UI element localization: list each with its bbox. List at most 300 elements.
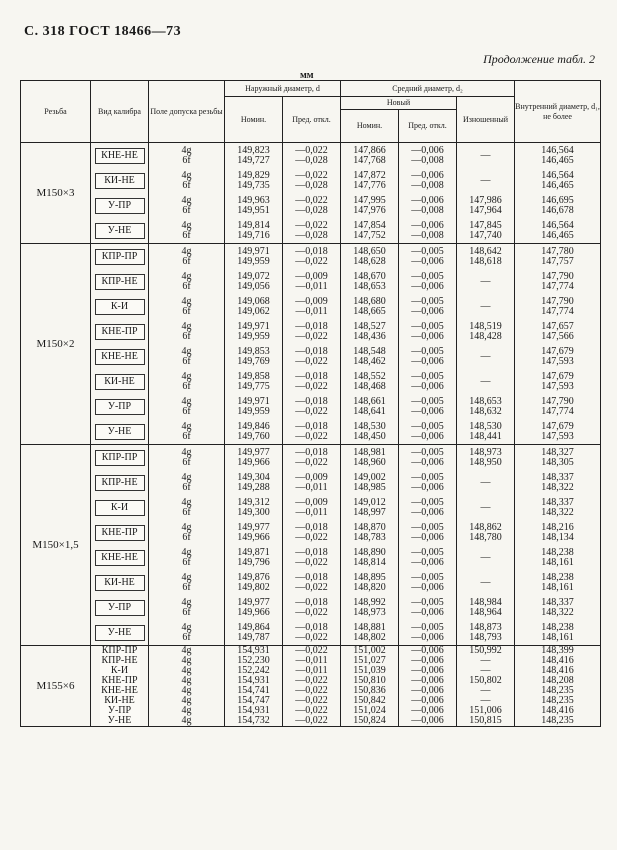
outer-diameter-deviation-value: —0,011: [295, 506, 328, 518]
inner-diameter: [515, 394, 601, 419]
pitch-diameter-nominal-value: 148,895: [353, 571, 386, 583]
pitch-diameter-nominal: [341, 294, 399, 319]
tolerance-field-value: 4g: [181, 219, 192, 231]
outer-diameter-deviation-value: —0,011: [295, 481, 328, 493]
gauge-type-label: КНЕ-ПР: [101, 675, 138, 686]
outer-diameter-deviation: [283, 495, 341, 520]
outer-diameter-deviation-value: —0,022: [295, 531, 328, 543]
tolerance-field-value: 4g: [181, 521, 192, 533]
outer-diameter-deviation-value: —0,022: [295, 430, 328, 442]
outer-diameter-deviation-value: —0,018: [295, 370, 328, 382]
tolerance-field-value: 6f: [182, 154, 191, 166]
pitch-diameter-worn: [457, 143, 515, 169]
outer-diameter-deviation: [283, 168, 341, 193]
table-row: [21, 319, 601, 344]
pitch-diameter-worn: [457, 168, 515, 193]
pitch-diameter-worn-value: 148,862: [469, 521, 502, 533]
outer-diameter-nominal: [225, 570, 283, 595]
tolerance-field-value: 4g: [181, 320, 192, 332]
pitch-diameter-nominal: [341, 570, 399, 595]
tolerance-field-value: 4g: [181, 144, 192, 156]
inner-diameter: 148,399: [515, 646, 601, 657]
inner-diameter: [515, 495, 601, 520]
inner-diameter-value: 148,134: [541, 531, 574, 543]
pitch-diameter-deviation-value: —0,006: [411, 606, 444, 618]
tolerance-field-value: 6f: [182, 456, 191, 468]
pitch-diameter-worn: [457, 244, 515, 270]
pitch-diameter-worn-value: —: [480, 275, 491, 287]
table-continuation-label: Продолжение табл. 2: [483, 52, 595, 66]
outer-diameter-deviation: [283, 570, 341, 595]
outer-diameter-deviation-value: —0,018: [295, 420, 328, 432]
inner-diameter-value: 147,790: [541, 270, 574, 282]
tolerance-field-value: 4g: [181, 546, 192, 558]
pitch-diameter-nominal-value: 148,552: [353, 370, 386, 382]
col-header-od-nominal: Номин.: [225, 97, 283, 143]
table-row: [21, 394, 601, 419]
pitch-diameter-nominal: [341, 193, 399, 218]
pitch-diameter-deviation: [399, 193, 457, 218]
gauge-type-cell: [91, 595, 149, 620]
col-header-pitch-diameter: Средний диаметр, d₂: [341, 81, 515, 97]
inner-diameter: [515, 269, 601, 294]
gauge-type-cell: [91, 143, 149, 169]
pitch-diameter-deviation-value: —0,008: [411, 204, 444, 216]
pitch-diameter-nominal: [341, 269, 399, 294]
inner-diameter: [515, 520, 601, 545]
inner-diameter-value: 147,679: [541, 345, 574, 357]
tolerance-field-value: 6f: [182, 204, 191, 216]
gauge-type-label: КПР-ПР: [100, 646, 140, 656]
pitch-diameter-worn: 150,815: [457, 716, 515, 727]
pitch-diameter-nominal-value: 149,012: [353, 496, 386, 508]
pitch-diameter-worn: [457, 193, 515, 218]
tolerance-field: 4g: [149, 676, 225, 686]
col-header-new: Новый: [341, 97, 457, 110]
pitch-diameter-deviation-value: —0,006: [411, 456, 444, 468]
outer-diameter-nominal: [225, 344, 283, 369]
pitch-diameter-deviation: [399, 143, 457, 169]
outer-diameter-nominal: 154,741: [225, 686, 283, 696]
outer-diameter-nominal-value: 149,959: [237, 330, 270, 342]
outer-diameter-deviation: [283, 319, 341, 344]
tolerance-field: [149, 244, 225, 270]
table-row: [21, 445, 601, 471]
table-row: [21, 269, 601, 294]
table-row: [21, 294, 601, 319]
pitch-diameter-nominal-value: 147,752: [353, 229, 386, 241]
inner-diameter: [515, 193, 601, 218]
col-header-worn: Изношенный: [457, 97, 515, 143]
inner-diameter-value: 147,774: [541, 280, 574, 292]
pitch-diameter-worn-value: 148,530: [469, 420, 502, 432]
outer-diameter-deviation-value: —0,018: [295, 446, 328, 458]
gauge-type-label: КНЕ-ПР: [95, 324, 145, 340]
pitch-diameter-worn-value: 148,618: [469, 255, 502, 267]
outer-diameter-nominal: 154,732: [225, 716, 283, 727]
pitch-diameter-nominal: [341, 470, 399, 495]
pitch-diameter-deviation: [399, 319, 457, 344]
pitch-diameter-nominal-value: 148,628: [353, 255, 386, 267]
tolerance-field-value: 6f: [182, 531, 191, 543]
pitch-diameter-deviation: [399, 394, 457, 419]
pitch-diameter-deviation-value: —0,006: [411, 481, 444, 493]
pitch-diameter-worn-value: 147,964: [469, 204, 502, 216]
pitch-diameter-deviation: —0,006: [399, 686, 457, 696]
pitch-diameter-nominal-value: 148,641: [353, 405, 386, 417]
outer-diameter-nominal: [225, 545, 283, 570]
outer-diameter-deviation: [283, 394, 341, 419]
outer-diameter-nominal-value: 149,814: [237, 219, 270, 231]
tolerance-field-value: 6f: [182, 330, 191, 342]
outer-diameter-nominal-value: 149,959: [237, 255, 270, 267]
pitch-diameter-deviation: [399, 269, 457, 294]
gauge-type-label: У-ПР: [95, 600, 145, 616]
pitch-diameter-deviation-value: —0,008: [411, 154, 444, 166]
outer-diameter-deviation: [283, 445, 341, 471]
pitch-diameter-nominal: [341, 595, 399, 620]
pitch-diameter-worn: 150,802: [457, 676, 515, 686]
outer-diameter-deviation-value: —0,022: [295, 631, 328, 643]
pitch-diameter-worn-value: —: [480, 174, 491, 186]
pitch-diameter-worn-value: —: [480, 300, 491, 312]
outer-diameter-nominal: 154,931: [225, 706, 283, 716]
pitch-diameter-deviation-value: —0,005: [411, 446, 444, 458]
outer-diameter-nominal-value: 149,977: [237, 596, 270, 608]
pitch-diameter-nominal: [341, 520, 399, 545]
tolerance-field: [149, 570, 225, 595]
pitch-diameter-worn-value: 148,973: [469, 446, 502, 458]
inner-diameter: 148,416: [515, 706, 601, 716]
pitch-diameter-nominal: 150,824: [341, 716, 399, 727]
outer-diameter-nominal-value: 149,823: [237, 144, 270, 156]
outer-diameter-deviation-value: —0,018: [295, 546, 328, 558]
pitch-diameter-deviation: —0,006: [399, 646, 457, 657]
outer-diameter-deviation-value: —0,028: [295, 154, 328, 166]
inner-diameter: [515, 143, 601, 169]
tolerance-field: [149, 620, 225, 646]
outer-diameter-nominal: [225, 269, 283, 294]
pitch-diameter-worn-value: 148,950: [469, 456, 502, 468]
pitch-diameter-nominal: [341, 244, 399, 270]
gauge-type-label: КИ-НЕ: [95, 173, 145, 189]
outer-diameter-nominal-value: 149,072: [237, 270, 270, 282]
pitch-diameter-nominal: [341, 218, 399, 244]
tolerance-field-value: 6f: [182, 305, 191, 317]
outer-diameter-nominal-value: 149,864: [237, 621, 270, 633]
tolerance-field-value: 6f: [182, 481, 191, 493]
pitch-diameter-nominal-value: 148,665: [353, 305, 386, 317]
inner-diameter-value: 147,757: [541, 255, 574, 267]
table-row: [21, 716, 601, 727]
outer-diameter-nominal-value: 149,977: [237, 521, 270, 533]
inner-diameter: [515, 570, 601, 595]
pitch-diameter-deviation-value: —0,005: [411, 546, 444, 558]
outer-diameter-deviation-value: —0,028: [295, 179, 328, 191]
inner-diameter-value: 148,161: [541, 581, 574, 593]
inner-diameter: [515, 344, 601, 369]
pitch-diameter-deviation: [399, 570, 457, 595]
pitch-diameter-deviation-value: —0,006: [411, 506, 444, 518]
outer-diameter-nominal-value: 149,802: [237, 581, 270, 593]
pitch-diameter-worn-value: 148,780: [469, 531, 502, 543]
inner-diameter: [515, 470, 601, 495]
pitch-diameter-nominal-value: 148,820: [353, 581, 386, 593]
pitch-diameter-nominal-value: 148,670: [353, 270, 386, 282]
pitch-diameter-worn-value: —: [480, 476, 491, 488]
outer-diameter-deviation-value: —0,011: [295, 305, 328, 317]
pitch-diameter-nominal: 151,002: [341, 646, 399, 657]
tolerance-field: [149, 344, 225, 369]
pitch-diameter-worn-value: —: [480, 375, 491, 387]
gauge-type-label: КНЕ-НЕ: [101, 685, 138, 696]
pitch-diameter-worn-value: 148,428: [469, 330, 502, 342]
pitch-diameter-deviation: [399, 445, 457, 471]
gauge-type-label: У-НЕ: [95, 424, 145, 440]
inner-diameter: [515, 168, 601, 193]
pitch-diameter-deviation-value: —0,006: [411, 631, 444, 643]
outer-diameter-nominal: [225, 419, 283, 445]
tolerance-field-value: 6f: [182, 380, 191, 392]
outer-diameter-nominal-value: 149,288: [237, 481, 270, 493]
tolerance-field-value: 4g: [181, 496, 192, 508]
pitch-diameter-deviation-value: —0,005: [411, 245, 444, 257]
outer-diameter-deviation-value: —0,018: [295, 245, 328, 257]
outer-diameter-nominal-value: 149,312: [237, 496, 270, 508]
pitch-diameter-nominal-value: 147,768: [353, 154, 386, 166]
outer-diameter-nominal-value: 149,735: [237, 179, 270, 191]
pitch-diameter-deviation-value: —0,005: [411, 345, 444, 357]
pitch-diameter-deviation-value: —0,006: [411, 144, 444, 156]
outer-diameter-deviation: [283, 218, 341, 244]
pitch-diameter-nominal: [341, 319, 399, 344]
inner-diameter-value: 147,790: [541, 395, 574, 407]
pitch-diameter-deviation-value: —0,005: [411, 621, 444, 633]
tolerance-field-value: 6f: [182, 506, 191, 518]
gauge-type-cell: [91, 394, 149, 419]
inner-diameter-value: 147,679: [541, 420, 574, 432]
outer-diameter-nominal-value: 149,871: [237, 546, 270, 558]
tolerance-field-value: 4g: [181, 245, 192, 257]
table-row: [21, 168, 601, 193]
pitch-diameter-nominal: [341, 445, 399, 471]
inner-diameter: [515, 595, 601, 620]
table-row: [21, 193, 601, 218]
page-title: С. 318 ГОСТ 18466—73: [24, 24, 182, 39]
table-row: [21, 419, 601, 445]
pitch-diameter-deviation-value: —0,005: [411, 496, 444, 508]
outer-diameter-nominal: [225, 143, 283, 169]
outer-diameter-nominal-value: 149,971: [237, 245, 270, 257]
inner-diameter: 148,235: [515, 716, 601, 727]
gauge-type-cell: [91, 470, 149, 495]
tolerance-field-value: 4g: [181, 471, 192, 483]
pitch-diameter-deviation-value: —0,006: [411, 430, 444, 442]
pitch-diameter-worn: [457, 269, 515, 294]
outer-diameter-deviation-value: —0,022: [295, 380, 328, 392]
pitch-diameter-deviation-value: —0,008: [411, 179, 444, 191]
pitch-diameter-nominal-value: 147,976: [353, 204, 386, 216]
gauge-type-cell: [91, 620, 149, 646]
pitch-diameter-nominal: [341, 419, 399, 445]
table-row: [21, 344, 601, 369]
tolerance-field: 4g: [149, 656, 225, 666]
pitch-diameter-nominal: [341, 545, 399, 570]
tolerance-field: [149, 269, 225, 294]
tolerance-field-value: 4g: [181, 621, 192, 633]
outer-diameter-deviation: [283, 344, 341, 369]
tolerance-field: [149, 294, 225, 319]
pitch-diameter-worn: 151,006: [457, 706, 515, 716]
outer-diameter-nominal-value: 149,796: [237, 556, 270, 568]
col-header-od-deviation: Пред. откл.: [283, 97, 341, 143]
gauge-type-cell: [91, 319, 149, 344]
outer-diameter-deviation-value: —0,018: [295, 345, 328, 357]
outer-diameter-deviation-value: —0,028: [295, 229, 328, 241]
tolerance-field-value: 4g: [181, 596, 192, 608]
inner-diameter-value: 146,678: [541, 204, 574, 216]
pitch-diameter-nominal: [341, 143, 399, 169]
outer-diameter-nominal-value: 149,716: [237, 229, 270, 241]
pitch-diameter-nominal-value: 148,548: [353, 345, 386, 357]
gauge-type-cell: [91, 495, 149, 520]
table-body: [21, 143, 601, 727]
gauge-type-cell: [91, 218, 149, 244]
outer-diameter-deviation: [283, 244, 341, 270]
outer-diameter-deviation-value: —0,011: [295, 280, 328, 292]
pitch-diameter-nominal-value: 148,973: [353, 606, 386, 618]
gauge-type-label: К-И: [95, 500, 145, 516]
inner-diameter-value: 148,337: [541, 471, 574, 483]
inner-diameter: [515, 620, 601, 646]
tolerance-field-value: 6f: [182, 430, 191, 442]
tolerance-field: [149, 595, 225, 620]
gauge-type-label: КНЕ-НЕ: [95, 349, 145, 365]
thread-designation: M150×2: [21, 244, 91, 445]
pitch-diameter-worn: —: [457, 686, 515, 696]
pitch-diameter-deviation: [399, 495, 457, 520]
pitch-diameter-deviation: [399, 168, 457, 193]
gauge-type-cell: [91, 570, 149, 595]
outer-diameter-nominal: 154,931: [225, 646, 283, 657]
table-row: [21, 470, 601, 495]
pitch-diameter-deviation: [399, 369, 457, 394]
pitch-diameter-worn: [457, 570, 515, 595]
pitch-diameter-deviation-value: —0,006: [411, 556, 444, 568]
inner-diameter-value: 148,337: [541, 496, 574, 508]
gauge-type-label: У-НЕ: [95, 223, 145, 239]
outer-diameter-nominal: [225, 369, 283, 394]
inner-diameter-value: 148,322: [541, 506, 574, 518]
table-row: [21, 244, 601, 270]
outer-diameter-nominal-value: 149,760: [237, 430, 270, 442]
outer-diameter-nominal-value: 149,977: [237, 446, 270, 458]
pitch-diameter-deviation: —0,006: [399, 656, 457, 666]
table-row: [21, 218, 601, 244]
col-header-tolerance-field: Поле допуска резьбы: [149, 81, 225, 143]
outer-diameter-deviation-value: —0,022: [295, 219, 328, 231]
pitch-diameter-nominal: [341, 394, 399, 419]
pitch-diameter-worn-value: 147,845: [469, 219, 502, 231]
outer-diameter-nominal-value: 149,068: [237, 295, 270, 307]
outer-diameter-nominal-value: 149,727: [237, 154, 270, 166]
gauge-type-label: КИ-НЕ: [95, 374, 145, 390]
outer-diameter-nominal-value: 149,300: [237, 506, 270, 518]
pitch-diameter-deviation-value: —0,006: [411, 380, 444, 392]
gauge-type-label: У-ПР: [100, 706, 140, 716]
outer-diameter-deviation: [283, 369, 341, 394]
pitch-diameter-deviation-value: —0,006: [411, 169, 444, 181]
pitch-diameter-deviation: [399, 244, 457, 270]
table-row: [21, 495, 601, 520]
outer-diameter-nominal: [225, 168, 283, 193]
outer-diameter-deviation: —0,011: [283, 656, 341, 666]
pitch-diameter-nominal-value: 148,468: [353, 380, 386, 392]
col-header-pd-deviation: Пред. откл.: [399, 110, 457, 143]
pitch-diameter-worn: [457, 620, 515, 646]
outer-diameter-deviation: [283, 520, 341, 545]
tolerance-field: 4g: [149, 696, 225, 706]
pitch-diameter-worn: [457, 470, 515, 495]
tolerance-field-value: 4g: [181, 345, 192, 357]
outer-diameter-deviation: [283, 620, 341, 646]
pitch-diameter-deviation: [399, 294, 457, 319]
pitch-diameter-deviation-value: —0,006: [411, 330, 444, 342]
outer-diameter-deviation-value: —0,022: [295, 255, 328, 267]
outer-diameter-nominal: [225, 193, 283, 218]
outer-diameter-nominal: [225, 218, 283, 244]
gauge-type-cell: [91, 445, 149, 471]
tolerance-field-value: 6f: [182, 581, 191, 593]
tolerance-field-value: 6f: [182, 631, 191, 643]
tolerance-field-value: 6f: [182, 405, 191, 417]
pitch-diameter-nominal-value: 148,650: [353, 245, 386, 257]
outer-diameter-nominal: [225, 620, 283, 646]
pitch-diameter-deviation-value: —0,006: [411, 531, 444, 543]
gauge-type-label: КПР-НЕ: [95, 475, 145, 491]
tolerance-field: [149, 445, 225, 471]
outer-diameter-deviation-value: —0,022: [295, 581, 328, 593]
pitch-diameter-nominal: [341, 620, 399, 646]
tolerance-field-value: 6f: [182, 606, 191, 618]
inner-diameter-value: 146,465: [541, 179, 574, 191]
pitch-diameter-worn: [457, 319, 515, 344]
inner-diameter-value: 146,465: [541, 229, 574, 241]
outer-diameter-nominal-value: 149,304: [237, 471, 270, 483]
outer-diameter-deviation-value: —0,022: [295, 405, 328, 417]
inner-diameter-value: 146,564: [541, 219, 574, 231]
inner-diameter-value: 147,774: [541, 405, 574, 417]
outer-diameter-nominal: [225, 470, 283, 495]
inner-diameter-value: 148,322: [541, 481, 574, 493]
pitch-diameter-worn-value: —: [480, 501, 491, 513]
outer-diameter-nominal: [225, 394, 283, 419]
inner-diameter-value: 147,780: [541, 245, 574, 257]
pitch-diameter-nominal: 150,842: [341, 696, 399, 706]
gauge-type-label: КНЕ-НЕ: [95, 550, 145, 566]
pitch-diameter-nominal: 151,039: [341, 666, 399, 676]
inner-diameter-value: 147,593: [541, 380, 574, 392]
col-header-gauge-type: Вид калибра: [91, 81, 149, 143]
pitch-diameter-deviation: —0,006: [399, 696, 457, 706]
outer-diameter-nominal-value: 149,966: [237, 456, 270, 468]
outer-diameter-deviation-value: —0,028: [295, 204, 328, 216]
pitch-diameter-deviation-value: —0,006: [411, 255, 444, 267]
outer-diameter-deviation-value: —0,022: [295, 456, 328, 468]
table-row: [21, 545, 601, 570]
pitch-diameter-nominal-value: 148,450: [353, 430, 386, 442]
pitch-diameter-deviation-value: —0,005: [411, 420, 444, 432]
